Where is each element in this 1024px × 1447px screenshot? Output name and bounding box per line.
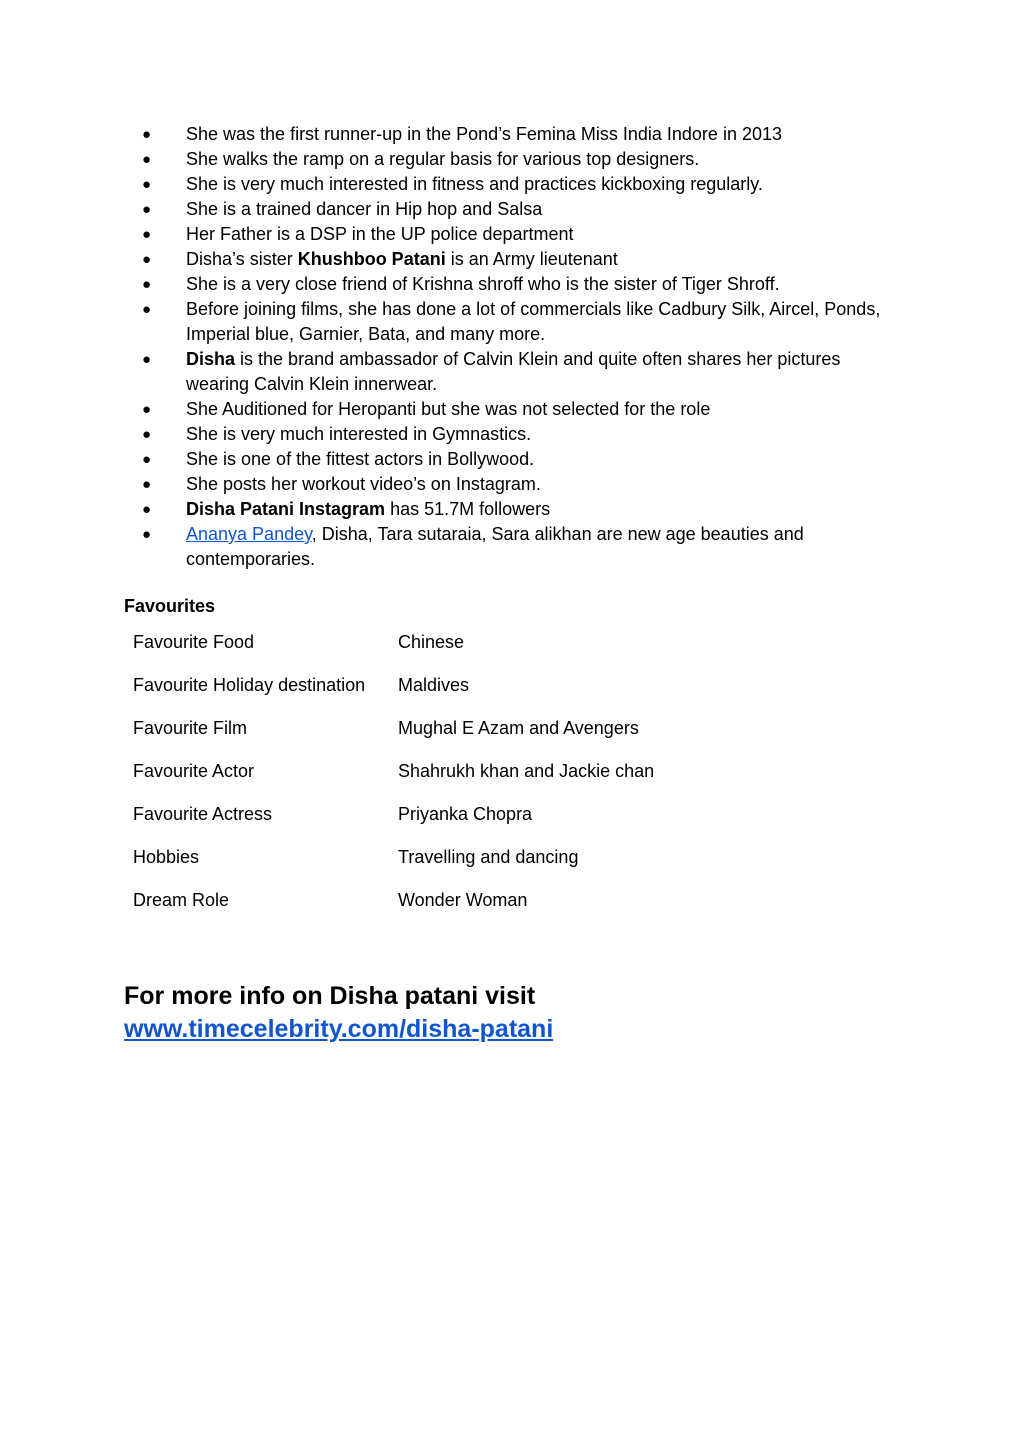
bullet-icon: ● (142, 526, 152, 543)
bullet-icon: ● (142, 251, 152, 268)
table-row (124, 755, 667, 798)
fact-text: Before joining films, she has done a lot of commercials like Cadbury Silk, Aircel, Ponds, Imperial blue, Garnier, Bata, and many more. (186, 299, 881, 344)
favourite-label: Hobbies (133, 847, 200, 867)
fact-item (124, 222, 904, 247)
fact-item (124, 297, 904, 347)
favourite-value: Wonder Woman (398, 890, 528, 910)
fact-text: , Disha, Tara sutaraia, Sara alikhan are new age beauties and contemporaries. (186, 524, 804, 569)
favourite-label: Favourite Film (133, 718, 248, 738)
facts-list (124, 122, 904, 572)
favourite-value: Travelling and dancing (398, 847, 579, 867)
bullet-icon: ● (142, 276, 152, 293)
fact-text: She is very much interested in fitness and practices kickboxing regularly. (186, 174, 763, 194)
fact-text: She posts her workout video’s on Instagram. (186, 474, 541, 494)
bullet-icon: ● (142, 226, 152, 243)
fact-text: She is a very close friend of Krishna shroff who is the sister of Tiger Shroff. (186, 274, 780, 294)
favourite-value: Shahrukh khan and Jackie chan (398, 761, 655, 781)
bullet-icon: ● (142, 351, 152, 368)
table-row (124, 798, 667, 841)
fact-item (124, 347, 904, 397)
more-info-block (124, 980, 553, 1046)
favourite-value: Maldives (398, 675, 470, 695)
fact-item (124, 197, 904, 222)
fact-text: is an Army lieutenant (445, 249, 618, 269)
fact-item (124, 422, 904, 447)
table-row (124, 712, 667, 755)
favourites-table-body (124, 626, 667, 927)
fact-text: She is very much interested in Gymnastics. (186, 424, 532, 444)
bullet-icon: ● (142, 476, 152, 493)
table-row (124, 884, 667, 927)
favourite-label: Favourite Actor (133, 761, 255, 781)
fact-text: has 51.7M followers (385, 499, 551, 519)
fact-item (124, 497, 904, 522)
table-row (124, 669, 667, 712)
fact-text: She was the first runner-up in the Pond’s Femina Miss India Indore in 2013 (186, 124, 782, 144)
fact-text: She is a trained dancer in Hip hop and Salsa (186, 199, 543, 219)
fact-text: Her Father is a DSP in the UP police department (186, 224, 574, 244)
bullet-icon: ● (142, 126, 152, 143)
fact-text: She is one of the fittest actors in Bollywood. (186, 449, 535, 469)
table-row (124, 626, 667, 669)
fact-item (124, 122, 904, 147)
fact-item (124, 272, 904, 297)
favourite-label: Favourite Actress (133, 804, 273, 824)
more-info-link[interactable]: www.timecelebrity.com/disha-patani (124, 1015, 554, 1043)
fact-item (124, 147, 904, 172)
bullet-icon: ● (142, 451, 152, 468)
fact-text: is the brand ambassador of Calvin Klein and quite often shares her pictures wearing Calvin Klein innerwear. (186, 349, 841, 394)
fact-bold-text: Khushboo Patani (297, 249, 446, 269)
fact-item (124, 247, 904, 272)
fact-text: She walks the ramp on a regular basis for various top designers. (186, 149, 700, 169)
favourite-label: Favourite Holiday destination (133, 675, 366, 695)
fact-bold-text: Disha Patani Instagram (186, 499, 386, 519)
bullet-icon: ● (142, 501, 152, 518)
bullet-icon: ● (142, 201, 152, 218)
fact-item (124, 172, 904, 197)
fact-text: She Auditioned for Heropanti but she was not selected for the role (186, 399, 711, 419)
fact-bold-text: Disha (186, 349, 236, 369)
fact-item (124, 522, 904, 572)
fact-item (124, 472, 904, 497)
fact-item (124, 447, 904, 472)
favourites-heading: Favourites (124, 596, 216, 616)
favourite-label: Favourite Food (133, 632, 255, 652)
more-info-text: For more info on Disha patani visit (124, 982, 536, 1010)
bullet-icon: ● (142, 426, 152, 443)
bullet-icon: ● (142, 151, 152, 168)
favourite-label: Dream Role (133, 890, 230, 910)
fact-link[interactable]: Ananya Pandey (186, 524, 312, 544)
favourite-value: Priyanka Chopra (398, 804, 533, 824)
favourite-value: Chinese (398, 632, 465, 652)
bullet-icon: ● (142, 176, 152, 193)
bullet-icon: ● (142, 301, 152, 318)
bullet-icon: ● (142, 401, 152, 418)
table-row (124, 841, 667, 884)
favourite-value: Mughal E Azam and Avengers (398, 718, 639, 738)
fact-text: Disha’s sister (186, 249, 298, 269)
fact-item (124, 397, 904, 422)
favourites-table (124, 626, 667, 927)
